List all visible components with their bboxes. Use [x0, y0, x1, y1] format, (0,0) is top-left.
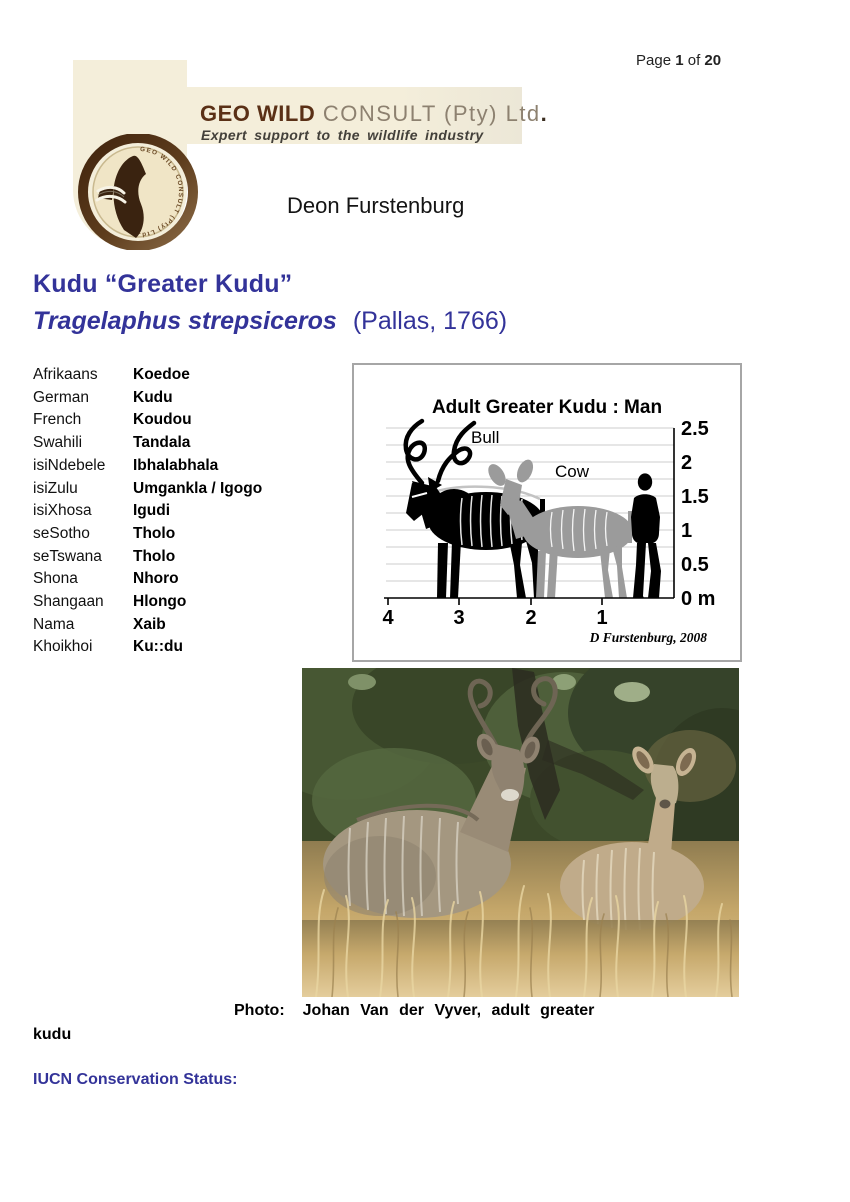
- name-value: Ku::du: [133, 638, 183, 656]
- y-tick: 1: [681, 520, 693, 542]
- cow-label: Cow: [555, 462, 590, 481]
- photo-caption-text: Johan Van der Vyver, adult greater: [302, 1002, 595, 1019]
- man-silhouette-icon: [631, 473, 661, 598]
- company-seal-icon: [78, 134, 198, 250]
- name-row: [33, 387, 262, 410]
- name-row: [33, 614, 262, 637]
- name-value: Koudou: [133, 411, 192, 429]
- language-label: seSotho: [33, 524, 90, 542]
- name-value: Kudu: [133, 388, 173, 406]
- photo-caption: [234, 1002, 594, 1020]
- name-row: [33, 478, 262, 501]
- brand-name: [200, 101, 547, 127]
- species-scientific-line: [33, 307, 507, 336]
- x-tick: 3: [453, 607, 465, 629]
- species-common-name: Kudu “Greater Kudu”: [33, 270, 293, 298]
- language-label: Shangaan: [33, 593, 104, 611]
- name-value: Tandala: [133, 434, 191, 452]
- page-indicator: [636, 52, 721, 69]
- name-row: [33, 568, 262, 591]
- name-row: [33, 455, 262, 478]
- language-label: Nama: [33, 615, 75, 633]
- photo-caption-label: Photo:: [234, 1002, 285, 1019]
- name-row: [33, 523, 262, 546]
- y-tick: 0.5: [681, 554, 709, 576]
- brand-bold: GEO WILD: [200, 101, 316, 126]
- name-row: [33, 591, 262, 614]
- photo-caption-overflow: kudu: [33, 1026, 72, 1043]
- y-tick: 0 m: [681, 588, 716, 610]
- x-tick: 1: [596, 607, 608, 629]
- species-authority: (Pallas, 1766): [352, 307, 508, 335]
- language-label: Shona: [33, 570, 78, 588]
- brand-dot: .: [540, 101, 547, 126]
- page-of: of: [687, 52, 701, 69]
- name-value: Ibhalabhala: [133, 456, 219, 474]
- name-row: [33, 432, 262, 455]
- size-comparison-chart: [352, 363, 742, 662]
- page-current: 1: [675, 52, 684, 69]
- language-label: Khoikhoi: [33, 638, 93, 656]
- chart-x-axis: [382, 607, 607, 629]
- y-tick: 1.5: [681, 486, 709, 508]
- language-label: isiNdebele: [33, 456, 106, 474]
- page-word: Page: [636, 52, 672, 69]
- brand-tagline: Expert support to the wildlife industry: [201, 127, 484, 143]
- language-label: isiXhosa: [33, 502, 92, 520]
- bull-label: Bull: [471, 428, 500, 447]
- brand-rest: CONSULT (Pty) Ltd: [315, 101, 541, 126]
- language-label: Swahili: [33, 434, 83, 452]
- iucn-status-heading: IUCN Conservation Status:: [33, 1071, 238, 1088]
- language-label: French: [33, 411, 82, 429]
- x-tick: 4: [382, 607, 394, 629]
- name-value: Nhoro: [133, 570, 179, 588]
- name-row: [33, 409, 262, 432]
- name-row: [33, 546, 262, 569]
- y-tick: 2: [681, 452, 693, 474]
- species-scientific-name: Tragelaphus strepsiceros: [33, 307, 337, 335]
- author-name: Deon Furstenburg: [287, 193, 465, 218]
- name-value: Igudi: [133, 502, 171, 520]
- language-label: Afrikaans: [33, 366, 98, 383]
- language-label: German: [33, 388, 89, 406]
- vernacular-names-list: [33, 364, 262, 659]
- chart-title: Adult Greater Kudu : Man: [431, 397, 663, 418]
- page-total: 20: [704, 52, 722, 69]
- name-row: [33, 364, 262, 387]
- language-label: seTswana: [33, 547, 102, 565]
- name-row: [33, 636, 262, 659]
- x-tick: 2: [525, 607, 537, 629]
- name-value: Koedoe: [133, 366, 190, 383]
- name-value: Tholo: [133, 547, 176, 565]
- name-value: Hlongo: [133, 593, 187, 611]
- name-row: [33, 500, 262, 523]
- y-tick: 2.5: [681, 418, 709, 440]
- name-value: Umgankla / Igogo: [133, 479, 263, 497]
- language-label: isiZulu: [33, 479, 78, 497]
- chart-y-axis: [681, 418, 715, 610]
- kudu-photo: [302, 668, 739, 997]
- chart-credit: D Furstenburg, 2008: [589, 630, 707, 645]
- name-value: Tholo: [133, 524, 176, 542]
- seal-curved-text: GEO WILD CONSULT (Pty) Ltd.: [137, 145, 185, 239]
- name-value: Xaib: [133, 615, 166, 633]
